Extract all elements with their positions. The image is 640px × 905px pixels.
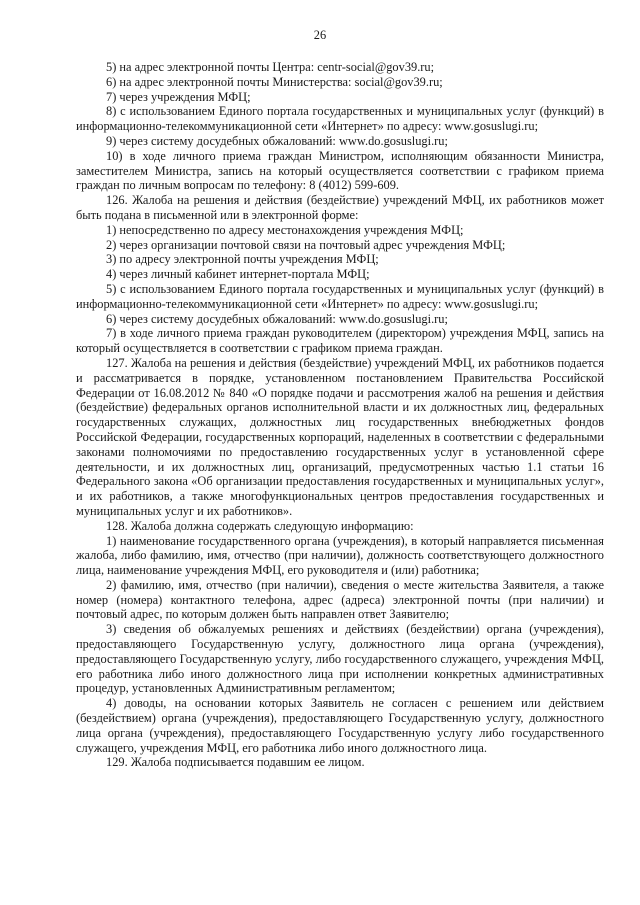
paragraph: 127. Жалоба на решения и действия (бездействие) учреждений МФЦ, их работников подается и рассматривается в порядке, установленном постановлением Правительства Российской Федерации от 16.08.2012 № 840 «О порядке подачи и рассмотрения жалоб на решения и действия (бездействие) федеральных органов исполнительной власти и их должностных лиц, федеральных государственных служащих, должностных лиц государственных внебюджетных фондов Российской Федерации, государственных корпораций, наделенных в соответствии с федеральными законами полномочиями по предоставлению государственных услуг в установленной сфере деятельности, и их должностных лиц, организаций, предусмотренных частью 1.1 статьи 16 Федерального закона «Об организации предоставления государственных и муниципальных услуг», и их работников, а также многофункциональных центров предоставления государственных и муниципальных услуг и их работников». (76, 355, 604, 518)
paragraph: 5) с использованием Единого портала государственных и муниципальных услуг (функций) в информационно-телекоммуникационной сети «Интернет» по адресу: www.gosuslugi.ru; (76, 281, 604, 311)
paragraph: 6) через систему досудебных обжалований: www.do.gosuslugi.ru; (106, 311, 448, 326)
paragraph: 4) доводы, на основании которых Заявитель не согласен с решением или действием (бездействием) органа (учреждения), предоставляющего Государственную услугу, должностного лица органа (учреждения), предоставляющего Государственную услугу либо государственного служащего, учреждения МФЦ, его работника либо иного должностного лица. (76, 696, 604, 755)
paragraph: 126. Жалоба на решения и действия (бездействие) учреждений МФЦ, их работников может быть подана в письменной или в электронной форме: (76, 193, 604, 222)
paragraph: 5) на адрес электронной почты Центра: centr-social@gov39.ru; (106, 60, 435, 74)
paragraph: 7) в ходе личного приема граждан руководителем (директором) учреждения МФЦ, запись на который осуществляется в соответствии с графиком приема граждан. (76, 326, 604, 356)
paragraph: 3) по адресу электронной почты учреждения МФЦ; (106, 252, 379, 267)
paragraph: 4) через личный кабинет интернет-портала МФЦ; (106, 267, 370, 282)
page-number: 26 (313, 28, 327, 42)
paragraph: 129. Жалоба подписывается подавшим ее лицом. (106, 755, 365, 770)
document-body (76, 60, 604, 770)
paragraph: 7) через учреждения МФЦ; (106, 89, 251, 104)
paragraph: 1) непосредственно по адресу местонахождения учреждения МФЦ; (106, 222, 464, 237)
paragraph: 3) сведения об обжалуемых решениях и действиях (бездействии) органа (учреждения), предоставляющего Государственную услугу, должностного лица органа (учреждения), предоставляющего Государственную услугу, либо государственного служащего, учреждения МФЦ, его работника либо иного должностного лица при исполнении конкретных административных процедур, установленных Административным регламентом; (76, 622, 604, 696)
paragraph: 9) через систему досудебных обжалований: www.do.gosuslugi.ru; (106, 133, 448, 148)
paragraph: 8) с использованием Единого портала государственных и муниципальных услуг (функций) в информационно-телекоммуникационной сети «Интернет» по адресу: www.gosuslugi.ru; (76, 104, 604, 134)
paragraph: 6) на адрес электронной почты Министерства: social@gov39.ru; (106, 74, 443, 89)
paragraph: 128. Жалоба должна содержать следующую информацию: (106, 518, 414, 533)
paragraph: 1) наименование государственного органа (учреждения), в который направляется письменная жалоба, либо фамилию, имя, отчество (при наличии), должность соответствующего должностного лица, наименование учреждения МФЦ, его руководителя и (или) работника; (76, 533, 604, 578)
paragraph: 10) в ходе личного приема граждан Министром, исполняющим обязанности Министра, заместителем Министра, запись на который осуществляется соответствии с графиком приема граждан по личным вопросам по телефону: 8 (4012) 599-609. (76, 148, 604, 193)
paragraph: 2) через организации почтовой связи на почтовый адрес учреждения МФЦ; (106, 237, 506, 252)
paragraph: 2) фамилию, имя, отчество (при наличии), сведения о месте жительства Заявителя, а также номер (номера) контактного телефона, адрес (адреса) электронной почты (при наличии) и почтовый адрес, по которым должен быть направлен ответ Заявителю; (76, 577, 604, 622)
